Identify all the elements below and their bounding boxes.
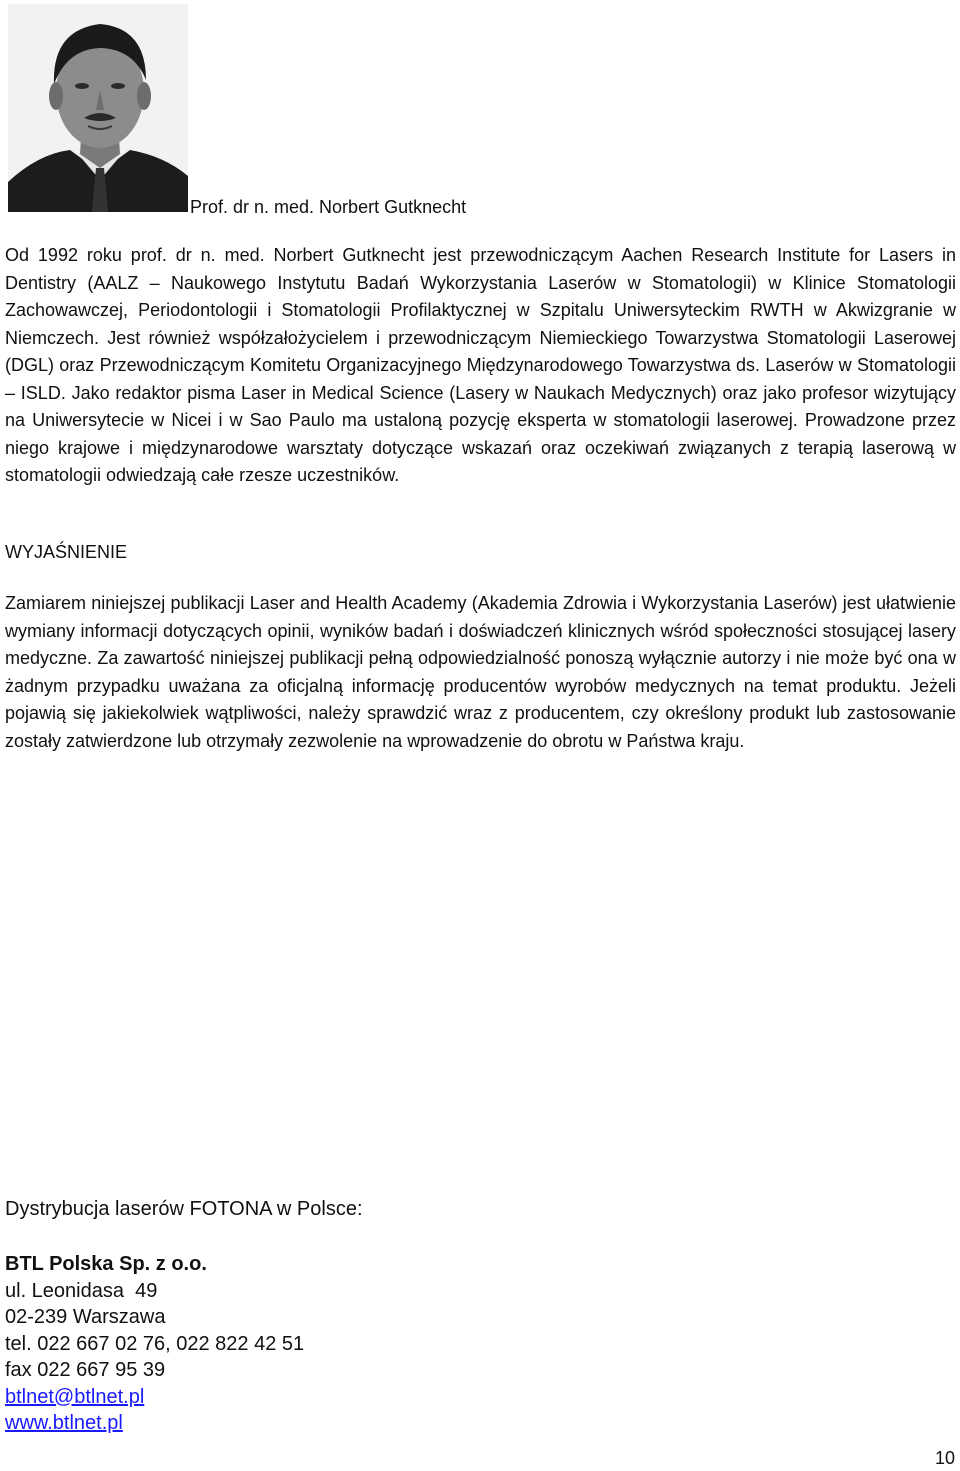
website-link[interactable]: www.btlnet.pl — [5, 1412, 123, 1434]
page-number: 10 — [934, 1448, 955, 1468]
disclaimer-heading: WYJAŚNIENIE — [5, 542, 128, 562]
city-address: 02-239 Warszawa — [5, 1306, 166, 1328]
photo-caption: Prof. dr n. med. Norbert Gutknecht — [190, 197, 467, 217]
company-name: BTL Polska Sp. z o.o. — [5, 1253, 207, 1275]
email-link[interactable]: btlnet@btlnet.pl — [5, 1385, 145, 1408]
contact-block — [5, 1251, 304, 1437]
portrait-icon — [8, 4, 188, 212]
street-address: ul. Leonidasa 49 — [5, 1279, 158, 1302]
disclaimer-paragraph: Zamiarem niniejszej publikacji Laser and Health Academy (Akademia Zdrowia i Wykorzystania Laserów) jest ułatwienie wymiany informacji dotyczących opinii, wyników badań i doświadczeń klinicznych wśród społeczności stosującej lasery medyczne. Za zawartość niniejszej publikacji pełną odpowiedzialność ponoszą wyłącznie autorzy i nie może być ona w żadnym przypadku uważana za oficjalną informację producentów wyrobów medycznych na temat produktu. Jeżeli pojawią się jakiekolwiek wątpliwości, należy sprawdzić wraz z producentem, czy określony produkt lub zastosowanie zostały zatwierdzone lub otrzymały zezwolenie na wprowadzenie do obrotu w Państwa kraju. — [5, 593, 956, 751]
fax-number: fax 022 667 95 39 — [5, 1359, 166, 1381]
distribution-heading: Dystrybucja laserów FOTONA w Polsce: — [5, 1198, 363, 1220]
portrait-photo — [8, 4, 188, 212]
phone-numbers: tel. 022 667 02 76, 022 822 42 51 — [5, 1332, 305, 1355]
biography-paragraph: Od 1992 roku prof. dr n. med. Norbert Gutknecht jest przewodniczącym Aachen Research Institute for Lasers in Dentistry (AALZ – Naukowego Instytutu Badań Wykorzystania Laserów w Stomatologii) w Klinice Stomatologii Zachowawczej, Periodontologii i Stomatologii Profilaktycznej w Szpitalu Uniwersyteckim RWTH w Akwizgranie w Niemczech. Jest również współzałożycielem i przewodniczącym Niemieckiego Towarzystwa Stomatologii Laserowej (DGL) oraz Przewodniczącym Komitetu Organizacyjnego Międzynarodowego Towarzystwa ds. Laserów w Stomatologii – ISLD. Jako redaktor pisma Laser in Medical Science (Lasery w Naukach Medycznych) oraz jako profesor wizytujący na Uniwersytecie w Nicei i w Sao Paulo ma ustaloną pozycję eksperta w stomatologii laserowej. Prowadzone przez niego krajowe i międzynarodowe warsztaty dotyczące wskazań oraz oczekiwań związanych z terapią laserową w stomatologii odwiedzają całe rzesze uczestników. — [5, 245, 956, 485]
